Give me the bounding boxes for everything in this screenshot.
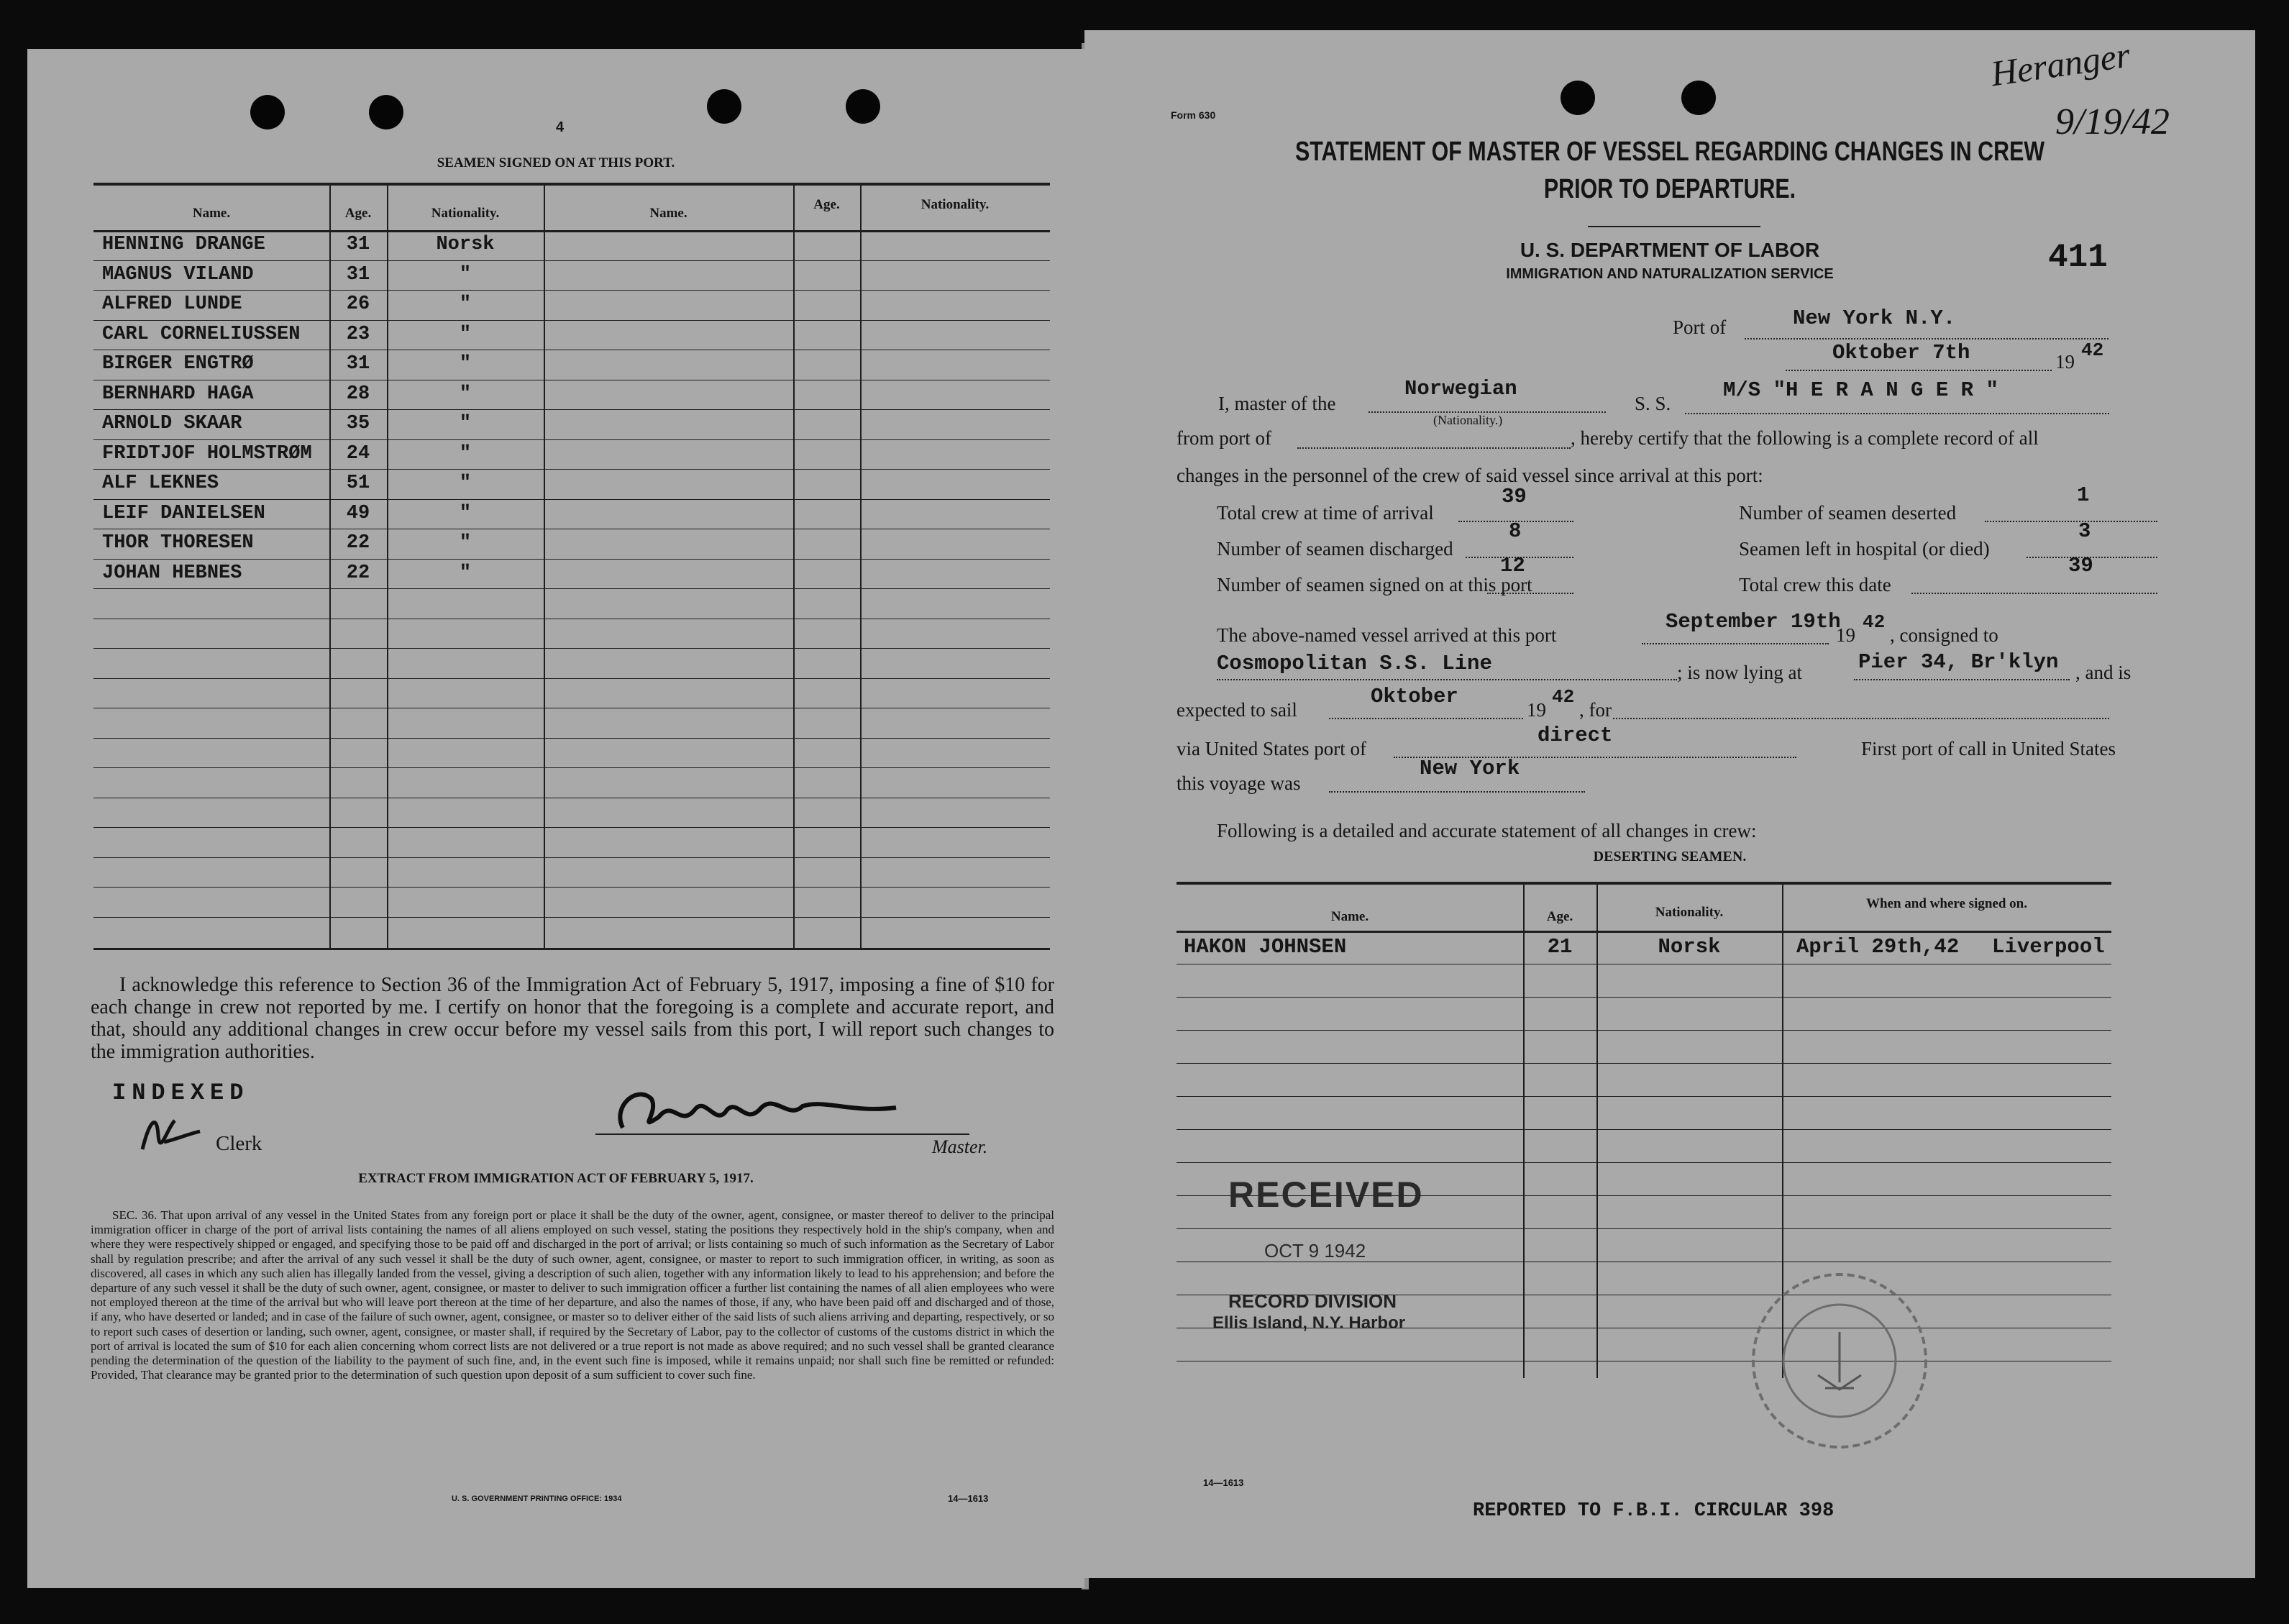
deserter-age: 21 bbox=[1547, 935, 1573, 959]
seaman-name: FRIDTJOF HOLMSTRØM bbox=[102, 442, 312, 465]
form-code-left: 14—1613 bbox=[948, 1493, 989, 1504]
and-is-label: , and is bbox=[2075, 662, 2132, 683]
seaman-nationality: " bbox=[459, 532, 472, 554]
punch-hole bbox=[846, 89, 880, 124]
handwritten-date: 9/19/42 bbox=[2055, 101, 2170, 142]
expected-label: expected to sail bbox=[1177, 699, 1297, 721]
seaman-name: ALF LEKNES bbox=[102, 473, 219, 494]
row-rule bbox=[1177, 1228, 2111, 1229]
sail-year-prefix: 19 bbox=[1527, 699, 1546, 721]
signed-on-label: Number of seamen signed on at this port bbox=[1217, 574, 1532, 596]
consignee-value: Cosmopolitan S.S. Line bbox=[1217, 652, 1492, 675]
seaman-age: 26 bbox=[346, 293, 370, 315]
year-value: 42 bbox=[2081, 339, 2104, 361]
seaman-name: HENNING DRANGE bbox=[102, 234, 265, 255]
form-code-right: 14—1613 bbox=[1203, 1477, 1244, 1488]
row-rule bbox=[93, 409, 1050, 410]
form-title-line1: STATEMENT OF MASTER OF VESSEL REGARDING CHANGES IN CREW bbox=[1294, 137, 2045, 167]
deserted-label: Number of seamen deserted bbox=[1739, 502, 1957, 524]
row-rule bbox=[1177, 1129, 2111, 1130]
indexed-stamp: INDEXED bbox=[112, 1080, 250, 1106]
col-header-age-2: Age. bbox=[813, 197, 840, 212]
col-header-nationality: Nationality. bbox=[1655, 905, 1724, 920]
department: U. S. DEPARTMENT OF LABOR bbox=[1520, 239, 1820, 261]
changes-text: changes in the personnel of the crew of said vessel since arrival at this port: bbox=[1177, 465, 1763, 486]
year-prefix: 19 bbox=[2055, 351, 2075, 373]
deserted-value: 1 bbox=[2077, 483, 2090, 507]
port-label: Port of bbox=[1673, 316, 1727, 338]
row-rule bbox=[93, 559, 1050, 560]
service: IMMIGRATION AND NATURALIZATION SERVICE bbox=[1506, 266, 1834, 282]
received-date: OCT 9 1942 bbox=[1264, 1240, 1366, 1262]
col-header-nationality: Nationality. bbox=[431, 206, 500, 221]
master-label: Master. bbox=[932, 1136, 988, 1157]
via-value: direct bbox=[1538, 724, 1613, 747]
total-date-value: 39 bbox=[2068, 554, 2093, 578]
row-rule bbox=[1177, 1030, 2111, 1031]
first-port-label: First port of call in United States bbox=[1861, 738, 2116, 759]
row-rule bbox=[93, 260, 1050, 261]
col-header-name-2: Name. bbox=[649, 206, 687, 221]
seaman-age: 31 bbox=[346, 353, 370, 375]
seaman-age: 23 bbox=[346, 323, 370, 345]
section-36-text: SEC. 36. That upon arrival of any vessel in the United States from any foreign port or place it shall be the duty of the owner, agent, consignee, or master thereof to deliver to the principal immigration officer in charge of the port of arrival lists containing the names of all aliens employed on such vessel, stating the positions they respectively hold in the ship's company, when and where they were respectively shipped or engaged, and specifying those to be paid off and discharged in the port of arrival; or lists containing so much of such information as the Secretary of Labor shall by regulation prescribe; and after the arrival of any such vessel it shall be the duty of such owner, agent, consignee, or master to report to such immigration officer, in writing, as soon as discovered, all cases in which any such alien has illegally landed from the vessel, giving a description of such alien, together with any information likely to lead to his apprehension; and before the departure of any such vessel it shall be the duty of such owner, agent, consignee, or master to deliver to such immigration officer a further list containing the names of all alien employees who were not employed thereon at the time of the arrival but who will leave port thereon at the time of her departure, and also the names of those, if any, who have been paid off and discharged and of those, if any, who have deserted or landed; and in case of the failure of such owner, agent, consignee, or master so to deliver either of the said lists of such aliens arriving and departing, respectively, or so to report such cases of desertion or landing, such owner, agent, consignee, or master shall, if required by the Secretary of Labor, pay to the collector of customs of the customs district in which the port of arrival is located the sum of $10 for each alien concerning whom correct lists are not delivered or a true report is not made as above required; and no such vessel shall be granted clearance pending the determination of the question of the liability to the payment of such fine, and, in the event such fine is imposed, while it remains unpaid; nor shall such fine be remitted or refunded: Provided, That clearance may be granted prior to the determination of such question upon deposit of a sum sufficient to cover such fine. bbox=[91, 1208, 1054, 1382]
seaman-nationality: Norsk bbox=[436, 234, 495, 255]
col-header-name: Name. bbox=[1330, 909, 1369, 924]
discharged-value: 8 bbox=[1509, 519, 1522, 543]
arrived-year-prefix: 19 bbox=[1836, 624, 1855, 646]
seaman-name: MAGNUS VILAND bbox=[102, 263, 254, 286]
seaman-name: BIRGER ENGTRØ bbox=[102, 353, 254, 375]
seaman-age: 31 bbox=[346, 234, 370, 255]
row-rule bbox=[93, 827, 1050, 828]
row-rule bbox=[93, 887, 1050, 888]
following-text: Following is a detailed and accurate statement of all changes in crew: bbox=[1217, 820, 1757, 841]
seaman-nationality: " bbox=[459, 473, 472, 494]
col-header-age: Age. bbox=[1546, 909, 1573, 924]
deserting-title: DESERTING SEAMEN. bbox=[1593, 849, 1747, 865]
row-rule bbox=[93, 678, 1050, 679]
seaman-name: LEIF DANIELSEN bbox=[102, 502, 265, 524]
col-header-signed-on: When and where signed on. bbox=[1865, 896, 2027, 911]
date-value: Oktober 7th bbox=[1832, 341, 1970, 365]
seaman-name: CARL CORNELIUSSEN bbox=[102, 323, 301, 345]
right-page bbox=[1084, 30, 2255, 1578]
row-rule bbox=[1177, 997, 2111, 998]
seaman-age: 35 bbox=[346, 413, 370, 434]
col-header-nationality-2: Nationality. bbox=[920, 197, 990, 212]
clerk-initials bbox=[135, 1106, 207, 1164]
form-title-line2: PRIOR TO DEPARTURE. bbox=[1543, 174, 1796, 204]
punch-hole bbox=[1681, 81, 1716, 115]
seaman-name: ALFRED LUNDE bbox=[102, 293, 242, 315]
record-division: RECORD DIVISION bbox=[1228, 1290, 1397, 1312]
seaman-nationality: " bbox=[459, 293, 472, 315]
seaman-nationality: " bbox=[459, 562, 472, 584]
seaman-nationality: " bbox=[459, 263, 472, 286]
lying-value: Pier 34, Br'klyn bbox=[1858, 650, 2059, 674]
certify-text: , hereby certify that the following is a complete record of all bbox=[1571, 427, 2039, 449]
circular-seal bbox=[1746, 1267, 1933, 1454]
seaman-nationality: " bbox=[459, 353, 472, 375]
document-number: 411 bbox=[2048, 239, 2108, 276]
seaman-age: 49 bbox=[346, 502, 370, 524]
ss-label: S. S. bbox=[1635, 393, 1671, 414]
seaman-name: ARNOLD SKAAR bbox=[102, 413, 242, 434]
seaman-name: JOHAN HEBNES bbox=[102, 562, 242, 584]
handwritten-name: Heranger bbox=[1988, 34, 2133, 94]
signed-on-value: 12 bbox=[1500, 554, 1525, 578]
row-rule bbox=[93, 648, 1050, 649]
nationality-value: Norwegian bbox=[1404, 377, 1517, 401]
nationality-caption: (Nationality.) bbox=[1433, 413, 1503, 427]
col-header-name: Name. bbox=[192, 206, 231, 221]
seaman-age: 24 bbox=[346, 442, 370, 465]
fbi-note: REPORTED TO F.B.I. CIRCULAR 398 bbox=[1473, 1500, 1835, 1522]
sail-year: 42 bbox=[1552, 686, 1575, 708]
total-crew-value: 39 bbox=[1502, 485, 1527, 508]
page-number: 4 bbox=[556, 119, 565, 135]
vessel-value: M/S "H E R A N G E R " bbox=[1723, 378, 1998, 402]
row-rule bbox=[93, 738, 1050, 739]
seaman-age: 28 bbox=[346, 383, 370, 405]
punch-hole bbox=[250, 95, 285, 129]
punch-hole bbox=[369, 95, 403, 129]
row-rule bbox=[93, 439, 1050, 440]
hospital-value: 3 bbox=[2078, 519, 2091, 543]
arrived-label: The above-named vessel arrived at this port bbox=[1217, 624, 1557, 646]
lying-label: ; is now lying at bbox=[1677, 662, 1802, 683]
arrived-year: 42 bbox=[1863, 611, 1886, 633]
acknowledgement-text: I acknowledge this reference to Section 36 of the Immigration Act of February 5, 1917, imposing a fine of $10 for each change in crew not reported by me. I certify on honor that the foregoing is a complete and accurate report, and that, should any additional changes in crew occur before my vessel sails from this port, I will report such changes to the immigration authorities. bbox=[91, 974, 1054, 1063]
seaman-age: 51 bbox=[346, 473, 370, 494]
master-of-label: I, master of the bbox=[1218, 393, 1336, 414]
row-rule bbox=[93, 588, 1050, 589]
ellis-island: Ellis Island, N.Y. Harbor bbox=[1212, 1313, 1406, 1333]
deserter-name: HAKON JOHNSEN bbox=[1184, 935, 1347, 959]
arrived-value: September 19th bbox=[1666, 610, 1841, 634]
row-rule bbox=[93, 767, 1050, 768]
row-rule bbox=[1177, 1096, 2111, 1097]
row-rule bbox=[93, 290, 1050, 291]
seaman-nationality: " bbox=[459, 323, 472, 345]
consigned-label: , consigned to bbox=[1890, 624, 1998, 646]
from-port-label: from port of bbox=[1177, 427, 1271, 449]
for-label: , for bbox=[1579, 699, 1612, 721]
left-page bbox=[27, 49, 1084, 1588]
row-rule bbox=[93, 320, 1050, 321]
form-number: Form 630 bbox=[1171, 109, 1216, 121]
master-signature bbox=[608, 1077, 910, 1146]
row-rule bbox=[93, 917, 1050, 918]
row-rule bbox=[93, 857, 1050, 858]
voyage-value: New York bbox=[1420, 757, 1520, 780]
sail-value: Oktober bbox=[1371, 685, 1458, 708]
clerk-label: Clerk bbox=[216, 1132, 262, 1155]
seaman-age: 22 bbox=[346, 562, 370, 584]
total-crew-label: Total crew at time of arrival bbox=[1217, 502, 1434, 524]
seaman-nationality: " bbox=[459, 383, 472, 405]
extract-title: EXTRACT FROM IMMIGRATION ACT OF FEBRUARY 5, 1917. bbox=[358, 1171, 754, 1186]
punch-hole bbox=[1561, 81, 1595, 115]
seaman-nationality: " bbox=[459, 413, 472, 434]
hospital-label: Seamen left in hospital (or died) bbox=[1739, 538, 1990, 560]
deserter-signed-date: April 29th,42 bbox=[1796, 935, 1960, 959]
seaman-name: THOR THORESEN bbox=[102, 532, 254, 554]
deserter-signed-place: Liverpool bbox=[1992, 935, 2105, 959]
section-title: SEAMEN SIGNED ON AT THIS PORT. bbox=[437, 155, 675, 170]
row-rule bbox=[1177, 1162, 2111, 1163]
seaman-nationality: " bbox=[459, 502, 472, 524]
seaman-age: 31 bbox=[346, 263, 370, 286]
seaman-nationality: " bbox=[459, 442, 472, 465]
row-rule bbox=[93, 499, 1050, 500]
row-rule bbox=[93, 469, 1050, 470]
col-header-age: Age. bbox=[344, 206, 372, 221]
total-date-label: Total crew this date bbox=[1739, 574, 1891, 596]
row-rule bbox=[1177, 1063, 2111, 1064]
received-stamp: RECEIVED bbox=[1228, 1174, 1424, 1215]
punch-hole bbox=[707, 89, 741, 124]
port-value: New York N.Y. bbox=[1793, 306, 1956, 330]
seaman-age: 22 bbox=[346, 532, 370, 554]
via-label: via United States port of bbox=[1177, 738, 1366, 759]
discharged-label: Number of seamen discharged bbox=[1217, 538, 1453, 560]
voyage-label: this voyage was bbox=[1177, 772, 1301, 794]
seaman-name: BERNHARD HAGA bbox=[102, 383, 254, 405]
deserter-nationality: Norsk bbox=[1658, 935, 1721, 959]
printing-office: U. S. GOVERNMENT PRINTING OFFICE: 1934 bbox=[452, 1495, 622, 1503]
